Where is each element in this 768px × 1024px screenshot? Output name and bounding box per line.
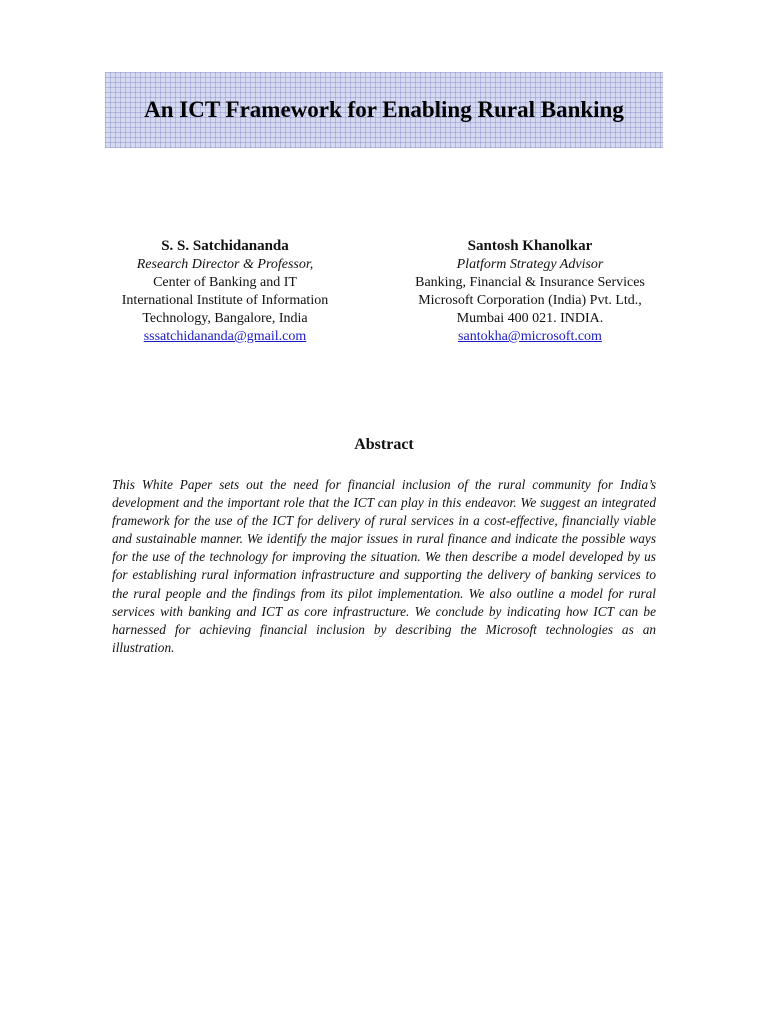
author-affiliation-line: Banking, Financial & Insurance Services <box>415 275 645 290</box>
author-role: Platform Strategy Advisor <box>456 257 604 272</box>
paper-title: An ICT Framework for Enabling Rural Banking <box>144 97 624 122</box>
author-affiliation-line: Mumbai 400 021. INDIA. <box>456 311 604 326</box>
author-affiliation-line: Center of Banking and IT <box>153 275 297 290</box>
author-affiliation-line: Microsoft Corporation (India) Pvt. Ltd., <box>418 293 642 308</box>
abstract-text: This White Paper sets out the need for financial inclusion of the rural community for India’s development and the important role that the ICT can play in this endeavor. We suggest an integrated framework for the use of the ICT for delivery of rural services in a cost-effective, financially viable and sustainable manner. We identify the major issues in rural finance and indicate the possible ways for the use of the technology for improving the situation. We then describe a model developed by us for establishing rural information infrastructure and supporting the delivery of banking services to the rural people and the findings from its pilot implementation. We also outline a model for rural services with banking and ICT as core infrastructure. We conclude by indicating how ICT can be harnessed for achieving financial inclusion by describing the Microsoft technologies as an illustration. <box>112 477 656 655</box>
author-block-1 <box>100 236 350 346</box>
author-affiliation-line: Technology, Bangalore, India <box>142 311 308 326</box>
author-role: Research Director & Professor, <box>136 257 314 272</box>
author-name: Santosh Khanolkar <box>467 238 593 254</box>
author-affiliation-line: International Institute of Information <box>121 293 329 308</box>
title-banner <box>105 72 663 148</box>
author-name: S. S. Satchidananda <box>161 238 289 254</box>
abstract-heading: Abstract <box>354 436 414 453</box>
author-block-2 <box>385 236 675 346</box>
author-email-link[interactable]: santokha@microsoft.com <box>458 329 602 344</box>
author-email-link[interactable]: sssatchidananda@gmail.com <box>143 329 307 344</box>
